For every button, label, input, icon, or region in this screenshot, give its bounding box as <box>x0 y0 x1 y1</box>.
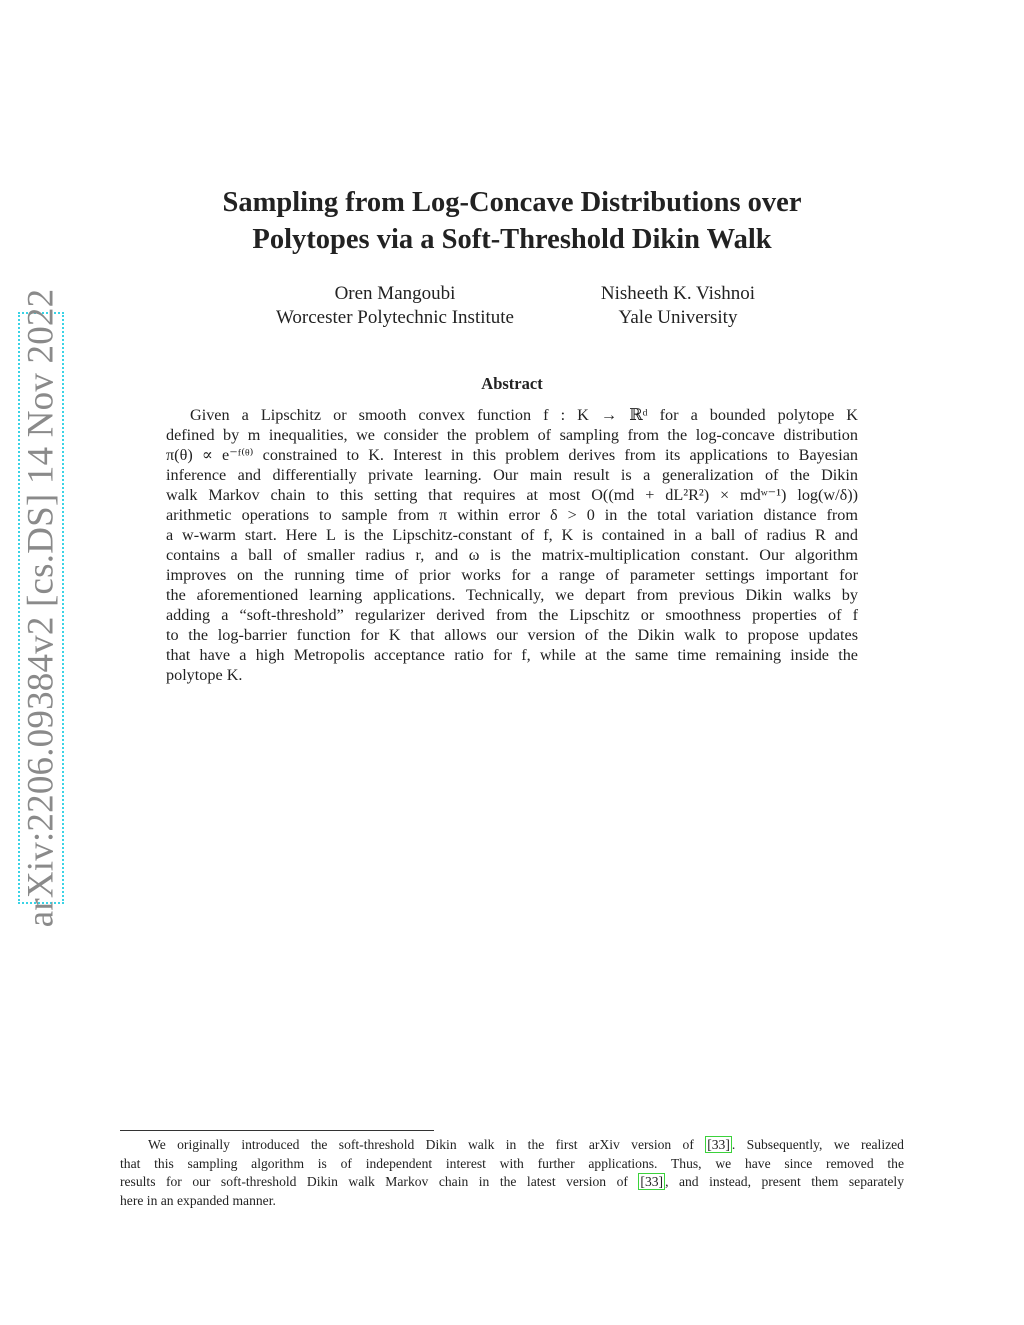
footnote-line-3 <box>120 1173 904 1192</box>
arxiv-stamp[interactable]: arXiv:2206.09384v2 [cs.DS] 14 Nov 2022 <box>20 288 62 928</box>
abstract-line: defined by m inequalities, we consider the problem of sampling from the log-concave distribution <box>166 426 858 444</box>
footnote-line-4: here in an expanded manner. <box>120 1192 276 1208</box>
footnote-text: . Subsequently, we realized <box>731 1137 904 1152</box>
author-affiliation: Yale University <box>618 307 738 328</box>
abstract-line: a w-warm start. Here L is the Lipschitz-constant of f, K is contained in a ball of radius R and <box>166 526 858 544</box>
abstract-line: to the log-barrier function for K that allows our version of the Dikin walk to propose updates <box>166 626 858 644</box>
citation-link[interactable]: [33] <box>707 1137 730 1152</box>
abstract-line: the aforementioned learning applications. Technically, we depart from previous Dikin walks by <box>166 586 858 604</box>
paper-title-line-2: Polytopes via a Soft-Threshold Dikin Walk <box>252 224 772 255</box>
author-block-2 <box>568 282 788 330</box>
footnote-text: We originally introduced the soft-threshold Dikin walk in the first arXiv version of <box>148 1137 706 1152</box>
paper-title <box>120 184 904 258</box>
abstract-line: adding a “soft-threshold” regularizer derived from the Lipschitz or smoothness properties of f <box>166 606 858 624</box>
author-name: Nisheeth K. Vishnoi <box>600 283 756 304</box>
footnote-text: , and instead, present them separately <box>665 1174 904 1189</box>
paper-title-line-1: Sampling from Log-Concave Distributions over <box>222 187 802 218</box>
footnote-line-2: that this sampling algorithm is of independent interest with further applications. Thus, we have since removed the <box>120 1155 904 1171</box>
abstract-line: improves on the running time of prior works for a range of parameter settings important for <box>166 566 858 584</box>
abstract-line: arithmetic operations to sample from π within error δ > 0 in the total variation distance from <box>166 506 858 524</box>
author-name: Oren Mangoubi <box>334 283 456 304</box>
footnote-text: results for our soft-threshold Dikin walk Markov chain in the latest version of <box>120 1174 639 1189</box>
abstract-line: Given a Lipschitz or smooth convex function f : K → ℝᵈ for a bounded polytope K <box>190 406 858 424</box>
citation-link[interactable]: [33] <box>640 1174 664 1189</box>
abstract-line: inference and differentially private learning. Our main result is a generalization of the Dikin <box>166 466 858 484</box>
footnote <box>120 1136 904 1210</box>
abstract-body <box>166 405 858 685</box>
abstract-heading: Abstract <box>481 374 543 393</box>
footnote-divider <box>120 1130 434 1131</box>
abstract-line: π(θ) ∝ e⁻ᶠ⁽ᶿ⁾ constrained to K. Interest in this problem derives from its applications to Bayesian <box>166 446 858 464</box>
arxiv-stamp-box <box>18 288 64 928</box>
abstract-line: that have a high Metropolis acceptance ratio for f, while at the same time remaining inside the <box>166 646 858 664</box>
abstract-line: contains a ball of smaller radius r, and ω is the matrix-multiplication constant. Our algorithm <box>166 546 858 564</box>
footnote-line-1 <box>120 1136 904 1155</box>
abstract-line: walk Markov chain to this setting that requires at most O((md + dL²R²) × mdʷ⁻¹) log(w/δ)) <box>166 486 858 504</box>
abstract-line: polytope K. <box>166 666 243 684</box>
author-block-1 <box>240 282 550 330</box>
author-affiliation: Worcester Polytechnic Institute <box>275 307 514 328</box>
